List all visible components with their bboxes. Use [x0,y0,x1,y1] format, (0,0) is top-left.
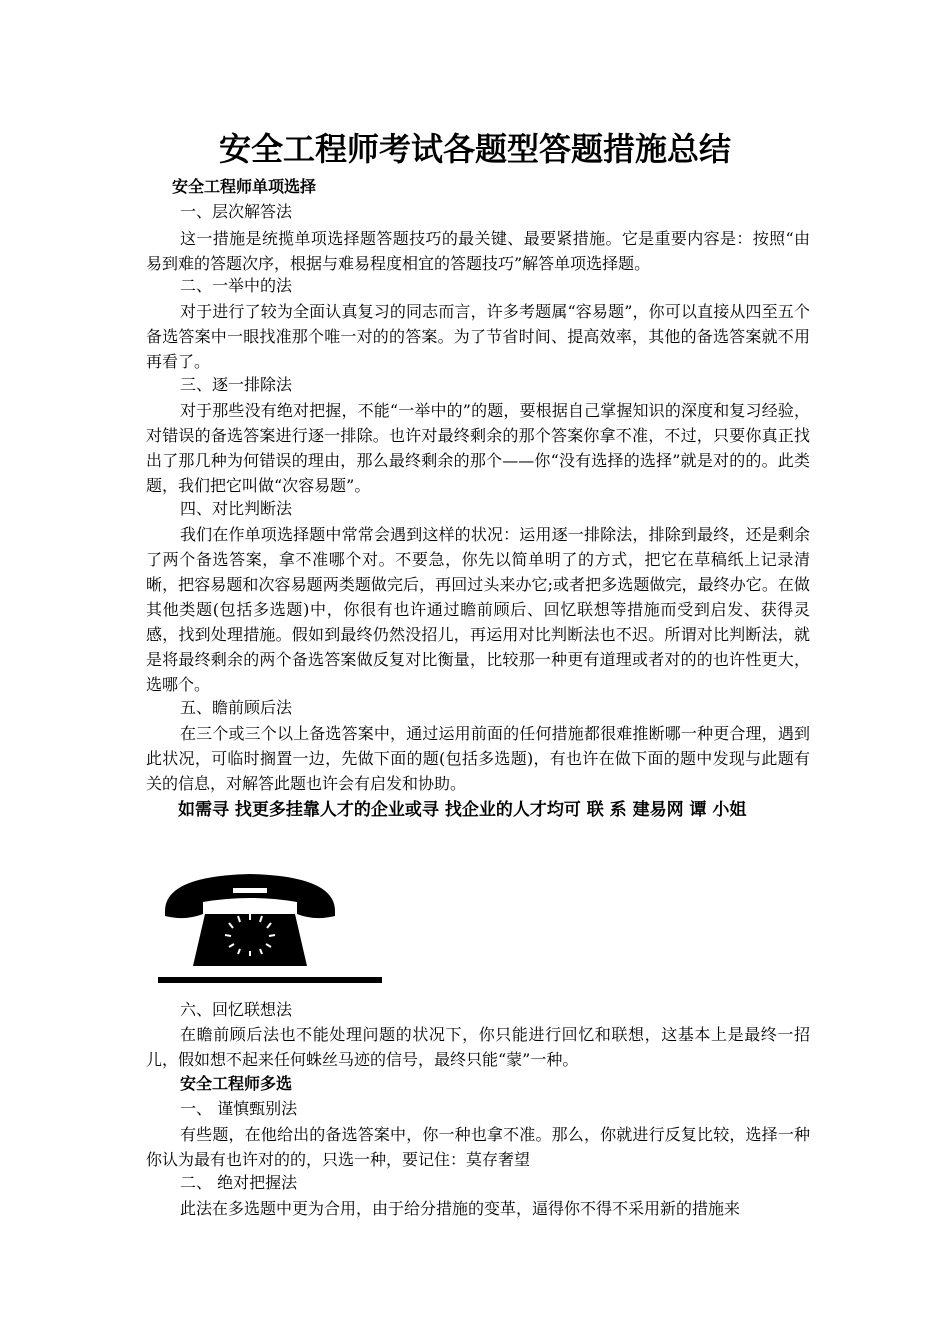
multi-method-paragraph-1: 有些题，在他给出的备选答案中，你一种也拿不准。那么，你就进行反复比较，选择一种你认为最有也许对的的，只选一种，要记住：莫存奢望 [146,1125,810,1169]
document-title: 安全工程师考试各题型答题措施总结 [218,130,731,168]
method-label-1: 一、层次解答法 [180,202,293,221]
multi-method-label-1: 一、 谨慎甄别法 [180,1099,298,1118]
method-paragraph-6: 在瞻前顾后法也不能处理问题的状况下，你只能进行回忆和联想，这基本上是最终一招儿，假如想不起来任何蛛丝马迹的信号，最终只能“蒙”一种。 [146,1025,810,1069]
method-label-4: 四、对比判断法 [180,499,293,518]
multi-method-paragraph-2: 此法在多选题中更为合用，由于给分措施的变革，逼得你不得不采用新的措施来 [180,1199,741,1218]
section-heading-multi-choice: 安全工程师多选 [180,1074,293,1093]
contact-notice: 如需寻 找更多挂靠人才的企业或寻 找企业的人才均可 联 系 建易网 谭 小姐 [178,800,747,820]
method-label-5: 五、瞻前顾后法 [180,698,293,717]
method-label-3: 三、逐一排除法 [180,375,293,394]
section-heading-single-choice: 安全工程师单项选择 [172,177,317,196]
method-label-2: 二、一举中的法 [180,276,293,295]
method-paragraph-3: 对于那些没有绝对把握，不能“一举中的”的题，要根据自己掌握知识的深度和复习经验，对错误的备选答案进行逐一排除。也许对最终剩余的那个答案你拿不准，不过，只要你真正找出了那几种为何错误的理由，那么最终剩余的那个——你“没有选择的选择”就是对的的。此类题，我们把它叫做“次容易题”。 [146,401,810,495]
method-paragraph-5: 在三个或三个以上备选答案中，通过运用前面的任何措施都很难推断哪一种更合理，遇到此状况，可临时搁置一边，先做下面的题(包括多选题)，有也许在做下面的题中发现与此题有关的信息，对解答此题也许会有启发和协助。 [146,724,810,793]
method-paragraph-4: 我们在作单项选择题中常常会遇到这样的状况：运用逐一排除法，排除到最终，还是剩余了两个备选答案，拿不准哪个对。不要急，你先以简单明了的方式，把它在草稿纸上记录清晰，把容易题和次容易题两类题做完后，再回过头来办它;或者把多选题做完，最终办它。在做其他类题(包括多选题)中，你很有也许通过瞻前顾后、回忆联想等措施而受到启发、获得灵感，找到处理措施。假如到最终仍然没招儿，再运用对比判断法也不迟。所谓对比判断法，就是将最终剩余的两个备选答案做反复对比衡量，比较那一种更有道理或者对的的也许性更大，选哪个。 [146,525,810,694]
multi-method-label-2: 二、 绝对把握法 [180,1173,298,1192]
telephone-icon [155,866,385,988]
method-paragraph-2: 对于进行了较为全面认真复习的同志而言，许多考题属“容易题”，你可以直接从四至五个备选答案中一眼找准那个唯一对的的答案。为了节省时间、提高效率，其他的备选答案就不用再看了。 [146,302,810,371]
method-label-6: 六、回忆联想法 [180,1000,293,1019]
method-paragraph-1: 这一措施是统揽单项选择题答题技巧的最关键、最要紧措施。它是重要内容是：按照“由易到难的答题次序，根据与难易程度相宜的答题技巧”解答单项选择题。 [146,229,810,273]
